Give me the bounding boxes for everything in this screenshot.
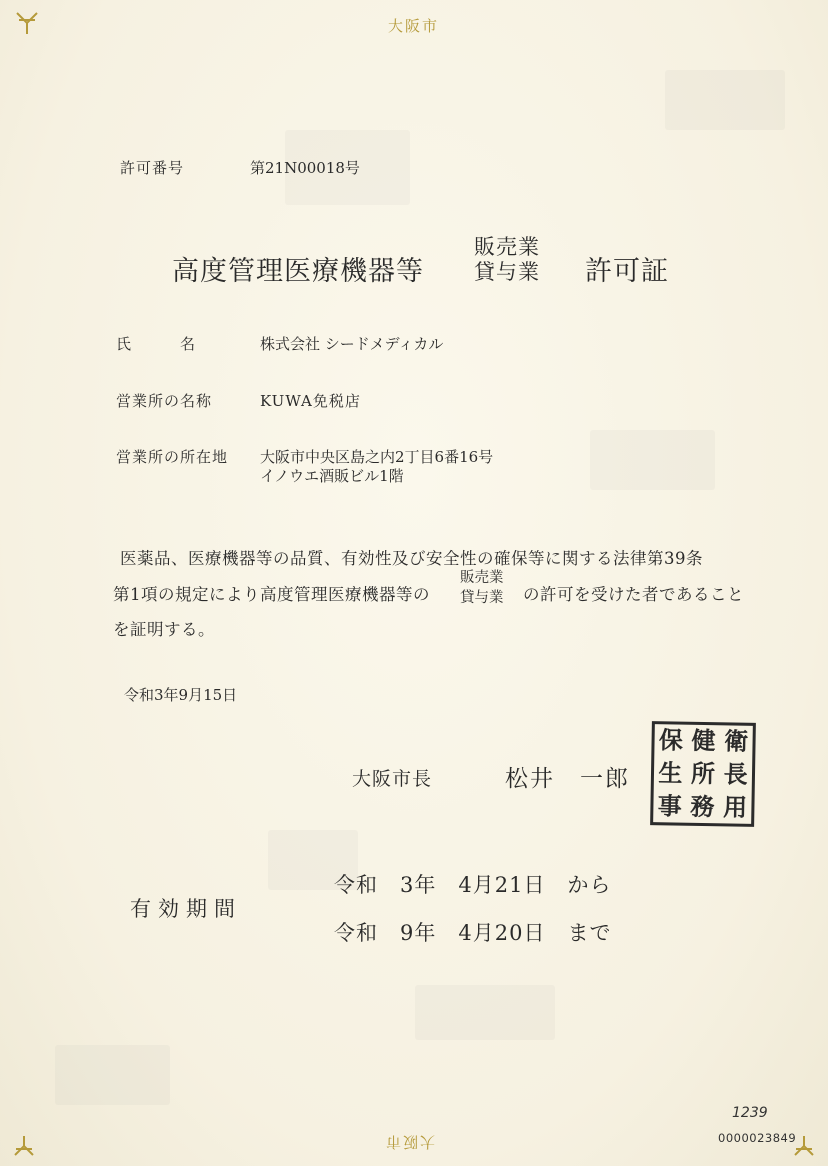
statement-lease: 貸与業 [460,590,504,606]
office-name-label: 営業所の名称 [116,392,213,410]
office-address-line2: イノウエ酒販ビル1階 [260,467,404,485]
office-address-line1: 大阪市中央区島之内2丁目6番16号 [260,448,494,466]
statement-line-1: 医薬品、医療機器等の品質、有効性及び安全性の確保等に関する法律第39条 [120,549,703,568]
watermark [590,430,715,490]
seal-char: 保 [658,726,684,755]
certificate-title-suffix: 許可証 [585,256,669,287]
permit-number-label: 許可番号 [120,159,185,177]
signatory-name: 松井 一郎 [505,766,630,792]
office-address-label: 営業所の所在地 [116,448,229,466]
seal-char: 用 [722,793,748,822]
seal-char: 長 [723,760,748,789]
seal-char: 生 [658,759,683,788]
office-name-value: KUWA免税店 [260,392,361,410]
statement-line-2-post: の許可を受けた者であること [523,585,744,604]
seal-char: 所 [690,759,716,789]
seal-char: 衛 [723,727,749,757]
osaka-emblem-icon [14,10,40,36]
footer-issuer-mark: 大阪市 [384,1133,436,1151]
statement-sale: 販売業 [460,570,504,586]
permit-number-value: 第21N00018号 [250,159,360,177]
seal-char: 事 [657,791,683,821]
official-seal [650,721,756,827]
osaka-emblem-icon [12,1134,36,1158]
issue-date: 令和3年9月15日 [124,686,238,704]
title-business-sale: 販売業 [474,235,540,259]
name-label: 氏 名 [116,335,197,353]
statement-line-3: を証明する。 [113,620,215,639]
seal-char: 健 [691,727,716,756]
watermark [55,1045,170,1105]
watermark [665,70,785,130]
seal-char: 務 [690,792,715,821]
validity-label: 有効期間 [130,897,242,921]
osaka-emblem-icon [792,1134,816,1158]
validity-from: 令和 3年 4月21日 から [334,873,612,897]
signatory-title: 大阪市長 [352,768,433,790]
validity-to: 令和 9年 4月20日 まで [334,921,612,945]
issuer-mark: 大阪市 [388,17,440,35]
certificate-title-main: 高度管理医療機器等 [172,256,424,287]
statement-line-2-pre: 第1項の規定により高度管理医療機器等の [113,585,430,604]
handwritten-number: 1239 [732,1105,768,1121]
watermark [415,985,555,1040]
name-value: 株式会社 シードメディカル [260,335,444,353]
title-business-lease: 貸与業 [474,260,540,284]
serial-number: 0000023849 [718,1131,797,1145]
